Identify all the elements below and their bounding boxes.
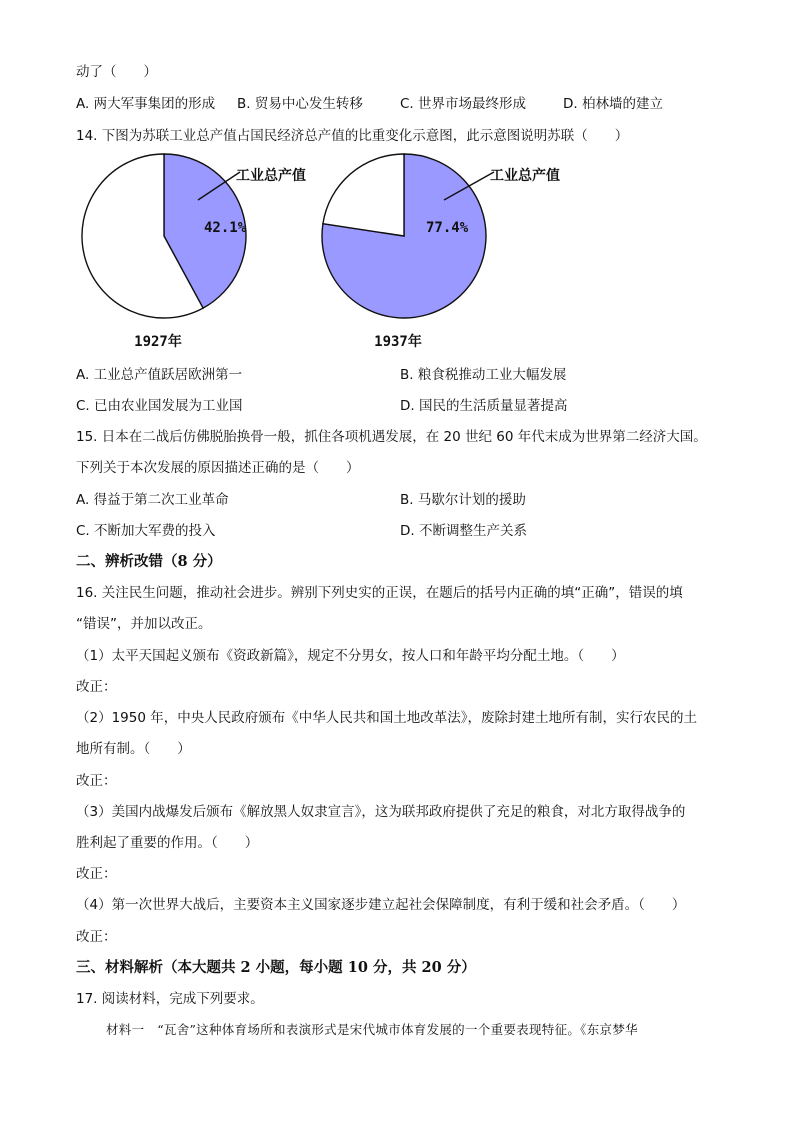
q14-option-b: B. 粮食税推动工业大幅发展 — [400, 367, 567, 383]
q16-item2-line1: （2）1950 年，中央人民政府颁布《中华人民共和国土地改革法》，废除封建土地所有制，实行农民的土 — [76, 710, 697, 726]
q16-item1-fix: 改正： — [76, 679, 117, 695]
q15-option-a: A. 得益于第二次工业革命 — [76, 492, 229, 508]
q16-item4-line1: （4）第一次世界大战后，主要资本主义国家逐步建立起社会保障制度，有利于缓和社会矛盾。（ ） — [76, 897, 686, 913]
pie-value-label: 42.1% — [204, 220, 247, 236]
q13-option-b: B. 贸易中心发生转移 — [237, 96, 363, 112]
q14-stem: 14. 下图为苏联工业总产值占国民经济总产值的比重变化示意图，此示意图说明苏联（ ） — [76, 128, 629, 144]
pie-slice-other — [323, 154, 404, 236]
q16-item3-line1: （3）美国内战爆发后颁布《解放黑人奴隶宣言》，这为联邦政府提供了充足的粮食，对北方取得战争的 — [76, 804, 686, 820]
q13-option-c: C. 世界市场最终形成 — [400, 96, 527, 112]
pie-year-title: 1927年 — [134, 334, 182, 350]
q16-item2-line2: 地所有制。（ ） — [76, 741, 191, 757]
q16-item1-line1: （1）太平天国起义颁布《资政新篇》，规定不分男女，按人口和年龄平均分配土地。（ ） — [76, 648, 625, 664]
q16-stem-line2: “错误”，并加以改正。 — [76, 616, 212, 632]
q14-option-a: A. 工业总产值跃居欧洲第一 — [76, 367, 243, 383]
q15-option-c: C. 不断加大军费的投入 — [76, 523, 216, 539]
q14-option-c: C. 已由农业国发展为工业国 — [76, 398, 243, 414]
q16-item3-line2: 胜利起了重要的作用。（ ） — [76, 835, 259, 851]
q14-option-d: D. 国民的生活质量显著提高 — [400, 398, 568, 414]
pie-slice-label: 工业总产值 — [236, 168, 306, 184]
pie-value-label: 77.4% — [426, 220, 469, 236]
pie-charts — [70, 150, 590, 360]
q15-stem-line2: 下列关于本次发展的原因描述正确的是（ ） — [76, 460, 360, 476]
q16-item4-fix: 改正： — [76, 929, 117, 945]
q15-option-b: B. 马歇尔计划的援助 — [400, 492, 526, 508]
q16-item3-fix: 改正： — [76, 866, 117, 882]
q16-stem-line1: 16. 关注民生问题，推动社会进步。辨别下列史实的正误，在题后的括号内正确的填“正确”，错误的填 — [76, 585, 683, 601]
pie-chart-1937 — [322, 154, 560, 350]
q15-option-d: D. 不断调整生产关系 — [400, 523, 527, 539]
q16-item2-fix: 改正： — [76, 773, 117, 789]
q17-material1: 材料一 “瓦舍”这种体育场所和表演形式是宋代城市体育发展的一个重要表现特征。《东京梦华 — [106, 1022, 638, 1037]
q13-option-d: D. 柏林墙的建立 — [563, 96, 663, 112]
q15-stem-line1: 15. 日本在二战后仿佛脱胎换骨一般，抓住各项机遇发展，在 20 世纪 60 年代末成为世界第二经济大国。 — [76, 429, 707, 445]
pie-chart-1927 — [82, 154, 306, 350]
section3-title: 三、材料解析（本大题共 2 小题，每小题 10 分，共 20 分） — [76, 959, 476, 976]
pie-year-title: 1937年 — [374, 334, 422, 350]
pie-slice-label: 工业总产值 — [490, 168, 560, 184]
section2-title: 二、辨析改错（8 分） — [76, 553, 222, 570]
q17-stem: 17. 阅读材料，完成下列要求。 — [76, 991, 264, 1007]
q13-option-a: A. 两大军事集团的形成 — [76, 96, 216, 112]
q13-stem-tail: 动了（ ） — [76, 64, 157, 80]
